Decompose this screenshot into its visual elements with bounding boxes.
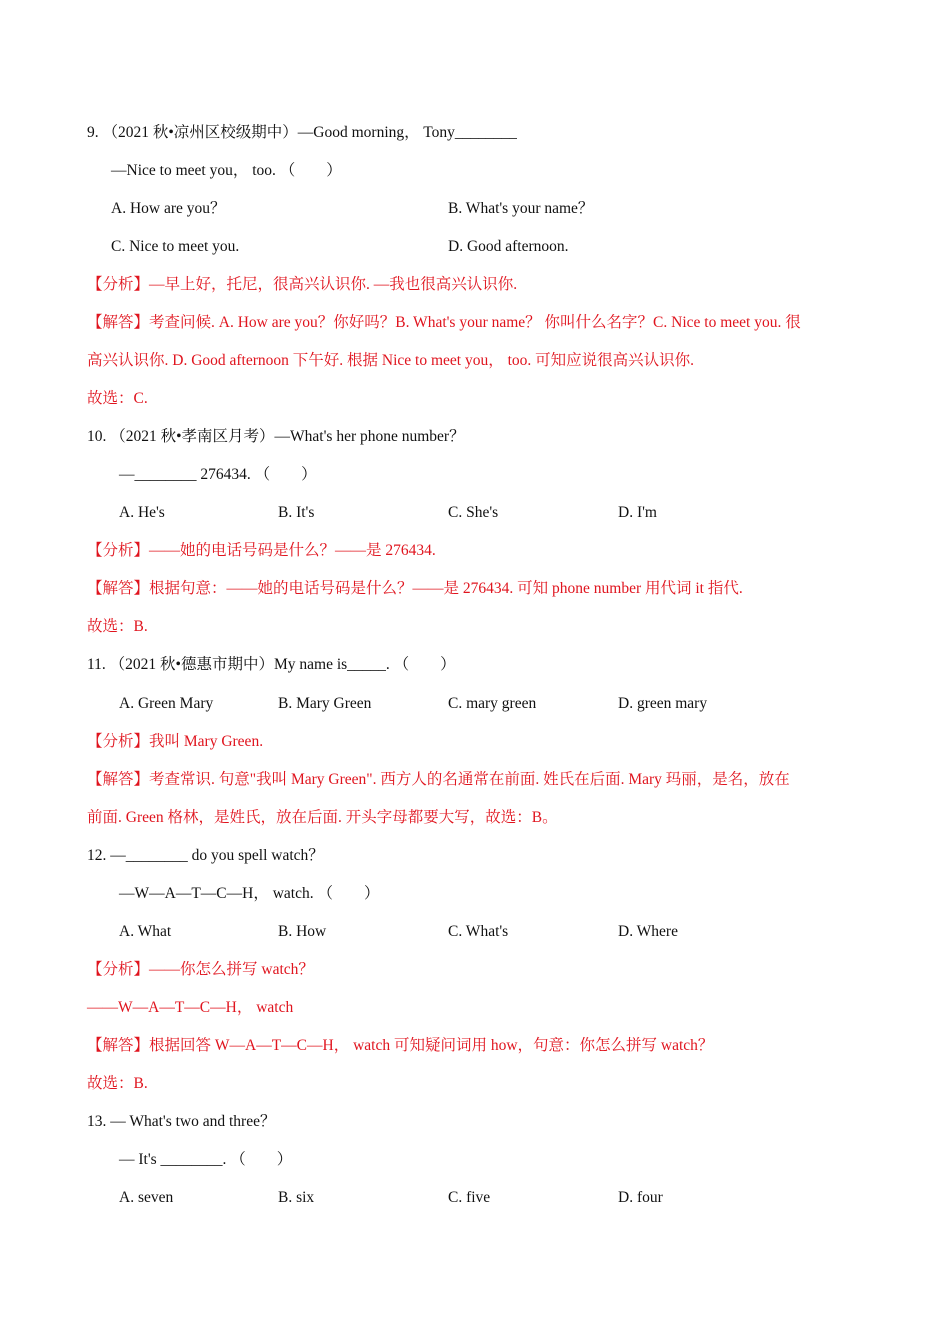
q9-solution-line1: 【解答】考查问候. A. How are you？你好吗？B. What's your name？ 你叫什么名字？C. Nice to meet you. 很 bbox=[87, 314, 801, 331]
q13-option-c[interactable]: C. five bbox=[448, 1189, 491, 1206]
q11-solution-line1: 【解答】考查常识. 句意"我叫 Mary Green". 西方人的名通常在前面. 姓氏在后面. Mary 玛丽，是名，放在 bbox=[87, 771, 790, 788]
q9-option-d[interactable]: D. Good afternoon. bbox=[448, 238, 569, 255]
q10-reply: —________ 276434. （ ） bbox=[119, 466, 317, 483]
q10-option-b[interactable]: B. It's bbox=[278, 504, 315, 521]
q13-reply: — It's ________. （ ） bbox=[119, 1151, 293, 1168]
q12-option-d[interactable]: D. Where bbox=[618, 923, 678, 940]
q9-solution-line2: 高兴认识你. D. Good afternoon 下午好. 根据 Nice to meet you， too. 可知应说很高兴认识你. bbox=[87, 352, 695, 369]
q9-analysis: 【分析】—早上好，托尼，很高兴认识你. —我也很高兴认识你. bbox=[87, 276, 518, 293]
q11-option-d[interactable]: D. green mary bbox=[618, 695, 708, 712]
q12-option-b[interactable]: B. How bbox=[278, 923, 327, 940]
q9-option-b[interactable]: B. What's your name？ bbox=[448, 200, 594, 217]
q13-option-d[interactable]: D. four bbox=[618, 1189, 663, 1206]
q11-option-a[interactable]: A. Green Mary bbox=[119, 695, 214, 712]
q10-analysis: 【分析】——她的电话号码是什么？——是 276434. bbox=[87, 542, 436, 559]
q13-option-b[interactable]: B. six bbox=[278, 1189, 315, 1206]
q10-answer: 故选：B. bbox=[87, 618, 148, 635]
q11-option-b[interactable]: B. Mary Green bbox=[278, 695, 372, 712]
q13-option-a[interactable]: A. seven bbox=[119, 1189, 174, 1206]
q9-stem: 9. （2021 秋•凉州区校级期中）—Good morning， Tony________ bbox=[87, 124, 517, 141]
q12-option-a[interactable]: A. What bbox=[119, 923, 172, 940]
q11-stem: 11. （2021 秋•德惠市期中）My name is_____. （ ） bbox=[87, 656, 456, 673]
q9-answer: 故选：C. bbox=[87, 390, 148, 407]
q12-solution: 【解答】根据回答 W—A—T—C—H， watch 可知疑问词用 how，句意：你怎么拼写 watch？ bbox=[87, 1037, 714, 1054]
q10-option-a[interactable]: A. He's bbox=[119, 504, 165, 521]
q12-analysis-line2: ——W—A—T—C—H， watch bbox=[87, 999, 294, 1016]
q10-stem: 10. （2021 秋•孝南区月考）—What's her phone number？ bbox=[87, 428, 465, 445]
q12-stem: 12. —________ do you spell watch？ bbox=[87, 847, 324, 864]
q10-option-c[interactable]: C. She's bbox=[448, 504, 499, 521]
q10-option-d[interactable]: D. I'm bbox=[618, 504, 657, 521]
q11-analysis: 【分析】我叫 Mary Green. bbox=[87, 733, 264, 750]
q12-option-c[interactable]: C. What's bbox=[448, 923, 509, 940]
q12-answer: 故选：B. bbox=[87, 1075, 148, 1092]
q9-option-c[interactable]: C. Nice to meet you. bbox=[111, 238, 240, 255]
q9-option-a[interactable]: A. How are you？ bbox=[111, 200, 226, 217]
q12-analysis-line1: 【分析】——你怎么拼写 watch？ bbox=[87, 961, 314, 978]
q10-solution: 【解答】根据句意：——她的电话号码是什么？——是 276434. 可知 phone number 用代词 it 指代. bbox=[87, 580, 743, 597]
q9-reply: —Nice to meet you， too. （ ） bbox=[111, 162, 342, 179]
q13-stem: 13. — What's two and three？ bbox=[87, 1113, 276, 1130]
q11-solution-line2: 前面. Green 格林，是姓氏，放在后面. 开头字母都要大写，故选：B。 bbox=[87, 809, 558, 826]
q12-reply: —W—A—T—C—H， watch. （ ） bbox=[119, 885, 380, 902]
q11-option-c[interactable]: C. mary green bbox=[448, 695, 537, 712]
